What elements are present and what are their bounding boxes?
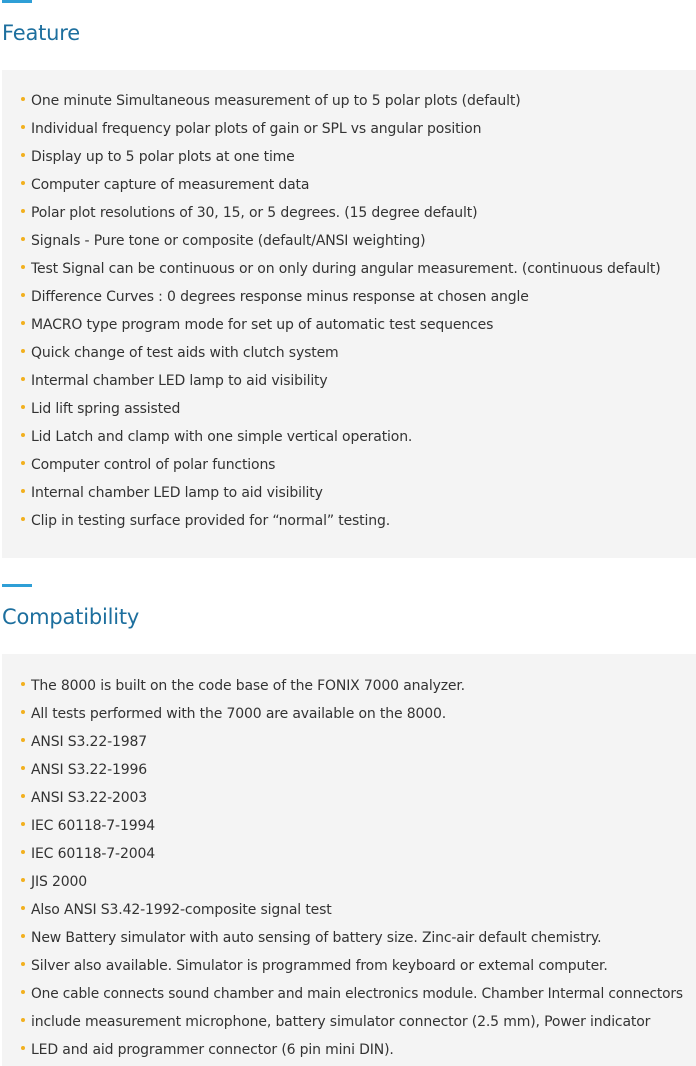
list-item: IEC 60118-7-2004: [21, 840, 683, 868]
bullet-icon: [21, 822, 25, 826]
bullet-icon: [21, 293, 25, 297]
bullet-icon: [21, 321, 25, 325]
bullet-icon: [21, 489, 25, 493]
list-item: LED and aid programmer connector (6 pin mini DIN).: [21, 1036, 683, 1064]
bullet-icon: [21, 962, 25, 966]
list-item: ANSI S3.22-1987: [21, 728, 683, 756]
bullet-icon: [21, 850, 25, 854]
list-item: Lid lift spring assisted: [21, 395, 661, 423]
bullet-icon: [21, 461, 25, 465]
feature-title: Feature: [2, 21, 80, 45]
bullet-icon: [21, 934, 25, 938]
bullet-icon: [21, 794, 25, 798]
list-item: ANSI S3.22-2003: [21, 784, 683, 812]
bullet-icon: [21, 878, 25, 882]
bullet-icon: [21, 237, 25, 241]
list-item: The 8000 is built on the code base of the FONIX 7000 analyzer.: [21, 672, 683, 700]
bullet-icon: [21, 265, 25, 269]
bullet-icon: [21, 405, 25, 409]
bullet-icon: [21, 433, 25, 437]
list-item: IEC 60118-7-1994: [21, 812, 683, 840]
list-item: Polar plot resolutions of 30, 15, or 5 degrees. (15 degree default): [21, 199, 661, 227]
list-item: ANSI S3.22-1996: [21, 756, 683, 784]
list-item: Computer capture of measurement data: [21, 171, 661, 199]
list-item: Lid Latch and clamp with one simple vertical operation.: [21, 423, 661, 451]
bullet-icon: [21, 682, 25, 686]
list-item: All tests performed with the 7000 are available on the 8000.: [21, 700, 683, 728]
list-item: Difference Curves : 0 degrees response minus response at chosen angle: [21, 283, 661, 311]
bullet-icon: [21, 181, 25, 185]
compatibility-panel: [2, 654, 696, 1066]
list-item: include measurement microphone, battery simulator connector (2.5 mm), Power indicator: [21, 1008, 683, 1036]
compatibility-title: Compatibility: [2, 605, 140, 629]
list-item: Internal chamber LED lamp to aid visibility: [21, 479, 661, 507]
bullet-icon: [21, 710, 25, 714]
list-item: Computer control of polar functions: [21, 451, 661, 479]
list-item: Test Signal can be continuous or on only during angular measurement. (continuous default): [21, 255, 661, 283]
bullet-icon: [21, 517, 25, 521]
bullet-icon: [21, 906, 25, 910]
bullet-icon: [21, 1018, 25, 1022]
bullet-icon: [21, 990, 25, 994]
compatibility-list: [21, 672, 683, 1064]
bullet-icon: [21, 125, 25, 129]
list-item: One minute Simultaneous measurement of up to 5 polar plots (default): [21, 87, 661, 115]
bullet-icon: [21, 97, 25, 101]
bullet-icon: [21, 153, 25, 157]
list-item: JIS 2000: [21, 868, 683, 896]
bullet-icon: [21, 377, 25, 381]
compatibility-section: [0, 584, 696, 1066]
bullet-icon: [21, 209, 25, 213]
list-item: Signals - Pure tone or composite (default/ANSI weighting): [21, 227, 661, 255]
list-item: Also ANSI S3.42-1992-composite signal test: [21, 896, 683, 924]
feature-list: [21, 87, 661, 535]
compatibility-accent-bar: [2, 584, 32, 587]
list-item: Display up to 5 polar plots at one time: [21, 143, 661, 171]
list-item: MACRO type program mode for set up of automatic test sequences: [21, 311, 661, 339]
list-item: One cable connects sound chamber and main electronics module. Chamber Intermal connectors: [21, 980, 683, 1008]
list-item: Quick change of test aids with clutch system: [21, 339, 661, 367]
bullet-icon: [21, 738, 25, 742]
bullet-icon: [21, 349, 25, 353]
list-item: Intermal chamber LED lamp to aid visibility: [21, 367, 661, 395]
bullet-icon: [21, 766, 25, 770]
list-item: Individual frequency polar plots of gain or SPL vs angular position: [21, 115, 661, 143]
feature-accent-bar: [2, 0, 32, 3]
list-item: Silver also available. Simulator is programmed from keyboard or extemal computer.: [21, 952, 683, 980]
feature-panel: [2, 70, 696, 558]
bullet-icon: [21, 1046, 25, 1050]
list-item: Clip in testing surface provided for “normal” testing.: [21, 507, 661, 535]
list-item: New Battery simulator with auto sensing of battery size. Zinc-air default chemistry.: [21, 924, 683, 952]
